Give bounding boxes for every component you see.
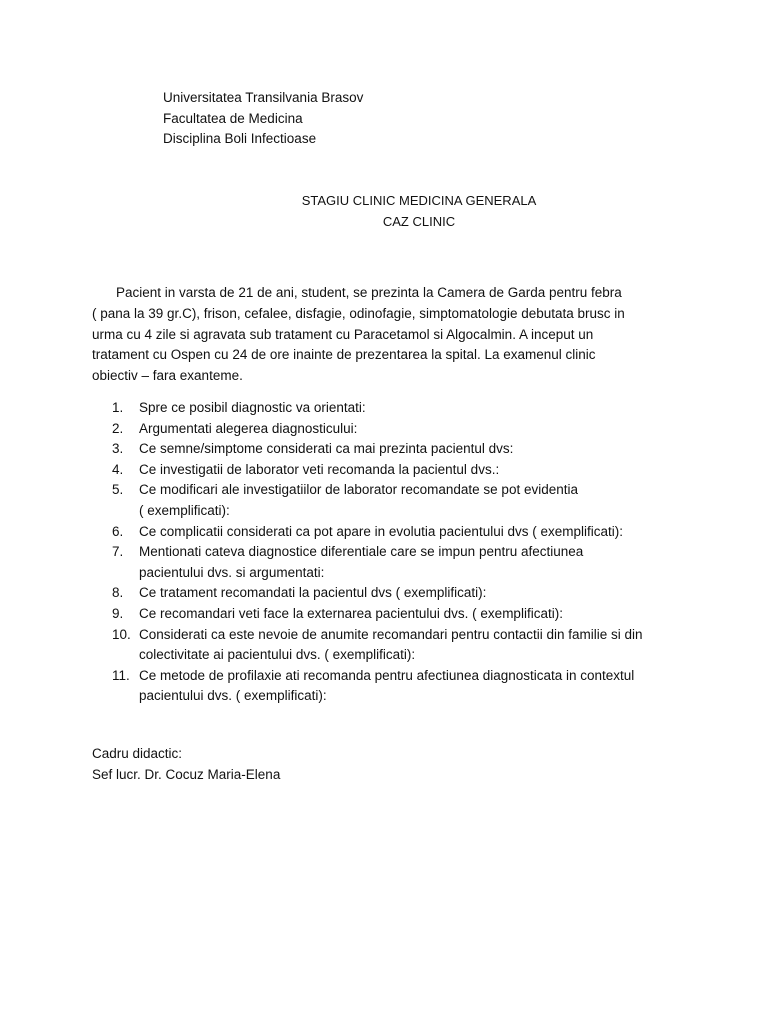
question-number: 11. bbox=[112, 667, 130, 683]
question-number: 3. bbox=[112, 441, 124, 457]
question-item bbox=[108, 460, 698, 481]
question-text-continued: pacientului dvs. ( exemplificati): bbox=[139, 688, 327, 704]
question-text: Argumentati alegerea diagnosticului: bbox=[139, 420, 358, 436]
question-text: Mentionati cateva diagnostice diferentiale care se impun pentru afectiunea bbox=[139, 544, 584, 560]
question-item bbox=[108, 666, 698, 707]
discipline-name: Disciplina Boli Infectioase bbox=[163, 131, 317, 146]
question-number: 10. bbox=[112, 626, 131, 642]
question-text-continued: colectivitate ai pacientului dvs. ( exemplificati): bbox=[139, 647, 416, 663]
question-item bbox=[108, 604, 698, 625]
question-text: Considerati ca este nevoie de anumite recomandari pentru contactii din familie si din bbox=[139, 626, 643, 642]
case-line: Pacient in varsta de 21 de ani, student, se prezinta la Camera de Garda pentru febra bbox=[116, 285, 622, 300]
question-number: 2. bbox=[112, 420, 124, 436]
document-subtitle: CAZ CLINIC bbox=[382, 214, 456, 229]
question-text: Ce investigatii de laborator veti recomanda la pacientul dvs.: bbox=[139, 461, 500, 477]
question-number: 4. bbox=[112, 461, 124, 477]
faculty-name: Facultatea de Medicina bbox=[163, 110, 303, 126]
question-text: Ce tratament recomandati la pacientul dvs ( exemplificati): bbox=[139, 585, 487, 601]
question-item bbox=[108, 542, 698, 583]
question-text: Spre ce posibil diagnostic va orientati: bbox=[139, 400, 366, 415]
question-item bbox=[108, 439, 698, 460]
question-number: 1. bbox=[112, 400, 124, 415]
case-line: tratament cu Ospen cu 24 de ore inainte de prezentarea la spital. La examenul clinic bbox=[92, 347, 596, 363]
question-item bbox=[108, 522, 698, 543]
case-line: urma cu 4 zile si agravata sub tratament cu Paracetamol si Algocalmin. A inceput un bbox=[92, 326, 594, 342]
question-text: Ce modificari ale investigatiilor de laborator recomandate se pot evidentia bbox=[139, 482, 578, 498]
question-text: Ce metode de profilaxie ati recomanda pentru afectiunea diagnosticata in contextul bbox=[139, 667, 635, 683]
signature-label: Cadru didactic: bbox=[92, 746, 183, 761]
question-text: Ce complicatii considerati ca pot apare in evolutia pacientului dvs ( exemplificati): bbox=[139, 523, 623, 539]
case-description bbox=[92, 283, 668, 387]
question-number: 5. bbox=[112, 482, 124, 498]
case-line: obiectiv – fara exanteme. bbox=[92, 368, 243, 384]
question-item bbox=[108, 625, 698, 666]
question-item bbox=[108, 583, 698, 604]
case-line: ( pana la 39 gr.C), frison, cefalee, disfagie, odinofagie, simptomatologie debutata brusc in bbox=[92, 305, 625, 321]
question-text-continued: ( exemplificati): bbox=[139, 502, 230, 518]
question-text-continued: pacientului dvs. si argumentati: bbox=[139, 564, 325, 580]
question-number: 6. bbox=[112, 523, 124, 539]
signature-name: Sef lucr. Dr. Cocuz Maria-Elena bbox=[92, 767, 281, 782]
question-number: 7. bbox=[112, 544, 124, 560]
question-number: 9. bbox=[112, 605, 124, 621]
signature-block bbox=[92, 743, 280, 785]
question-item bbox=[108, 480, 698, 521]
question-text: Ce recomandari veti face la externarea pacientului dvs. ( exemplificati): bbox=[139, 605, 563, 621]
question-item bbox=[108, 398, 698, 419]
institution-header bbox=[163, 88, 363, 150]
question-number: 8. bbox=[112, 585, 124, 601]
questions-list bbox=[108, 398, 698, 707]
question-item bbox=[108, 419, 698, 440]
question-text: Ce semne/simptome considerati ca mai prezinta pacientul dvs: bbox=[139, 441, 514, 457]
document-title: STAGIU CLINIC MEDICINA GENERALA bbox=[301, 193, 537, 208]
university-name: Universitatea Transilvania Brasov bbox=[163, 90, 364, 105]
document-titles bbox=[0, 190, 768, 232]
